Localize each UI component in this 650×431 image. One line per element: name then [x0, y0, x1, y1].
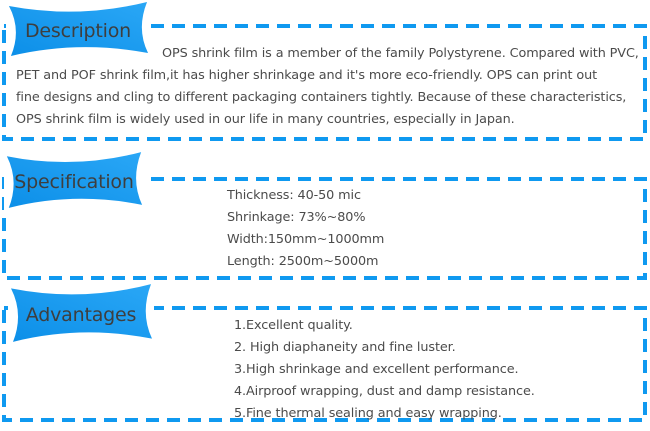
- specification-list: [227, 185, 384, 273]
- advantage-item: 5.Fine thermal sealing and easy wrapping.: [234, 406, 502, 421]
- advantages-ribbon-banner: [8, 282, 154, 344]
- advantages-list: [234, 315, 535, 425]
- description-line: PET and POF shrink film,it has higher shrinkage and it's more eco-friendly. OPS can print out: [16, 68, 598, 83]
- specification-section-title: Specification: [14, 170, 134, 193]
- spec-length: Length: 2500m~5000m: [227, 254, 379, 269]
- advantage-item: 3.High shrinkage and excellent performance.: [234, 362, 519, 377]
- description-section-title: Description: [24, 19, 131, 42]
- spec-shrinkage: Shrinkage: 73%~80%: [227, 210, 366, 225]
- description-line: OPS shrink film is a member of the family Polystyrene. Compared with PVC,: [162, 46, 639, 61]
- advantages-section-title: Advantages: [25, 303, 137, 326]
- spec-width: Width:150mm~1000mm: [227, 232, 385, 247]
- advantage-item: 2. High diaphaneity and fine luster.: [234, 340, 456, 355]
- spec-thickness: Thickness: 40-50 mic: [227, 188, 361, 203]
- advantage-item: 1.Excellent quality.: [234, 318, 353, 333]
- description-line: OPS shrink film is widely used in our life in many countries, especially in Japan.: [16, 112, 515, 127]
- advantage-item: 4.Airproof wrapping, dust and damp resistance.: [234, 384, 535, 399]
- specification-ribbon-banner: [4, 150, 144, 210]
- description-line: fine designs and cling to different packaging containers tightly. Because of these characteristics,: [16, 90, 627, 105]
- description-ribbon-banner: [6, 0, 150, 58]
